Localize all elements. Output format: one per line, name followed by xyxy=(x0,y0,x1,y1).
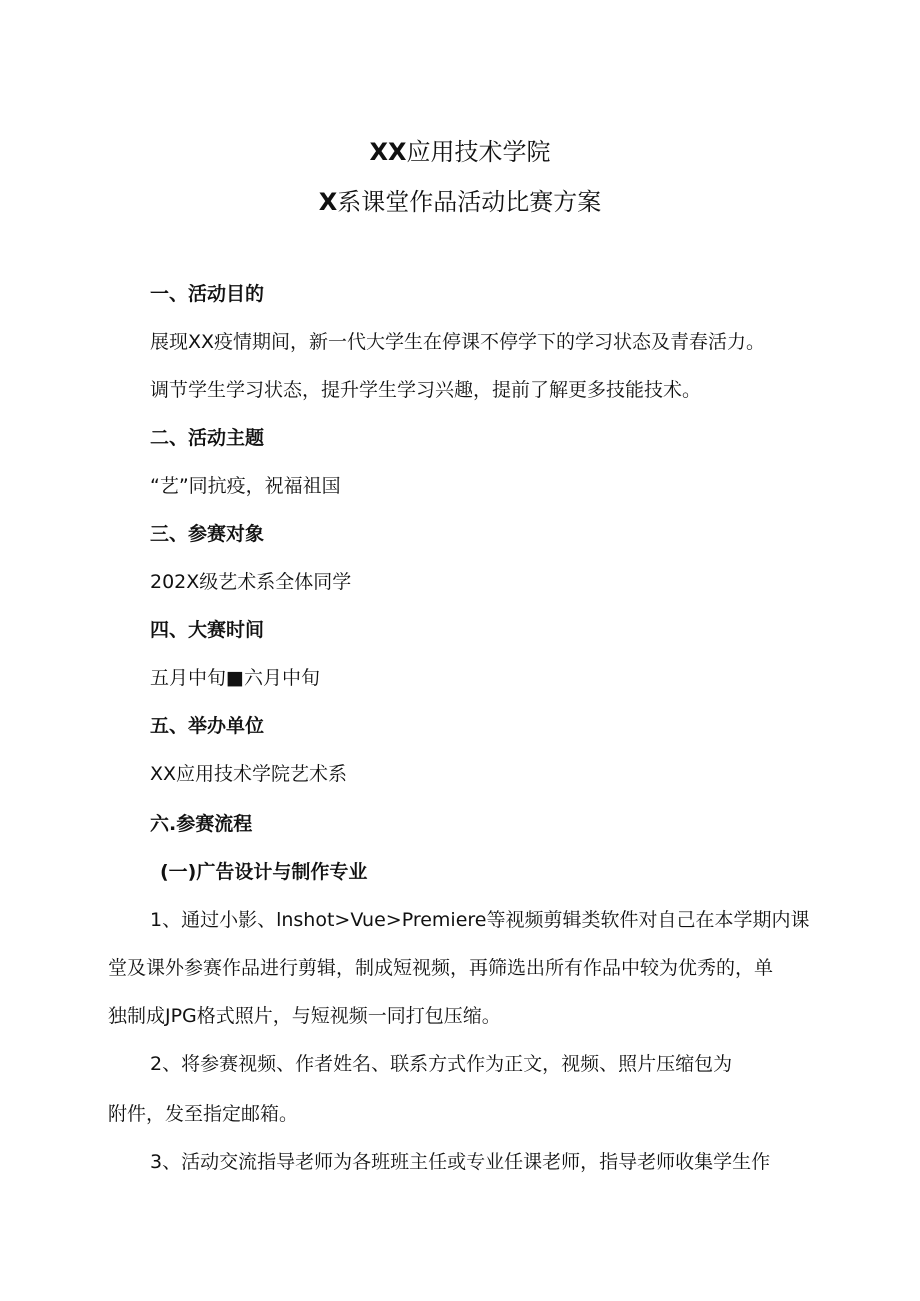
section-heading-theme: 二、活动主题 xyxy=(150,427,265,449)
document-title-line1 xyxy=(0,136,920,168)
document-title-line2 xyxy=(0,186,920,218)
title-rest-part: 应用技术学院 xyxy=(406,138,551,166)
paragraph: 展现XX疫情期间，新一代大学生在停课不停学下的学习状态及青春活力。 xyxy=(150,331,766,353)
paragraph: XX应用技术学院艺术系 xyxy=(150,763,348,785)
paragraph: “艺”同抗疫，祝福祖国 xyxy=(150,475,341,497)
section-heading-participants: 三、参赛对象 xyxy=(150,523,265,545)
section-heading-organizer: 五、举办单位 xyxy=(150,715,265,737)
title-bold-part: XX xyxy=(369,138,407,166)
section-heading-time: 四、大赛时间 xyxy=(150,619,265,641)
paragraph-line: 1、通过小影、lnshot>Vue>Premiere等视频剪辑类软件对自己在本学期内课 xyxy=(150,909,810,931)
paragraph: 调节学生学习状态，提升学生学习兴趣，提前了解更多技能技术。 xyxy=(150,379,702,401)
paragraph-line: 3、活动交流指导老师为各班班主任或专业任课老师，指导老师收集学生作 xyxy=(150,1151,771,1173)
subsection-heading: (一)广告设计与制作专业 xyxy=(160,861,368,883)
section-heading-process: 六.参赛流程 xyxy=(150,813,253,835)
paragraph-line: 独制成JPG格式照片，与短视频一同打包压缩。 xyxy=(108,1005,501,1027)
title-bold-part: X xyxy=(318,188,338,216)
paragraph-line: 堂及课外参赛作品进行剪辑，制成短视频，再筛选出所有作品中较为优秀的，单 xyxy=(108,957,774,979)
paragraph-line: 2、将参赛视频、作者姓名、联系方式作为正文，视频、照片压缩包为 xyxy=(150,1053,733,1075)
title-rest-part: 系课堂作品活动比赛方案 xyxy=(337,188,602,216)
paragraph-line: 附件，发至指定邮箱。 xyxy=(108,1103,299,1125)
paragraph: 202X级艺术系全体同学 xyxy=(150,571,352,593)
paragraph: 五月中旬■六月中旬 xyxy=(150,667,320,689)
section-heading-purpose: 一、活动目的 xyxy=(150,283,265,305)
